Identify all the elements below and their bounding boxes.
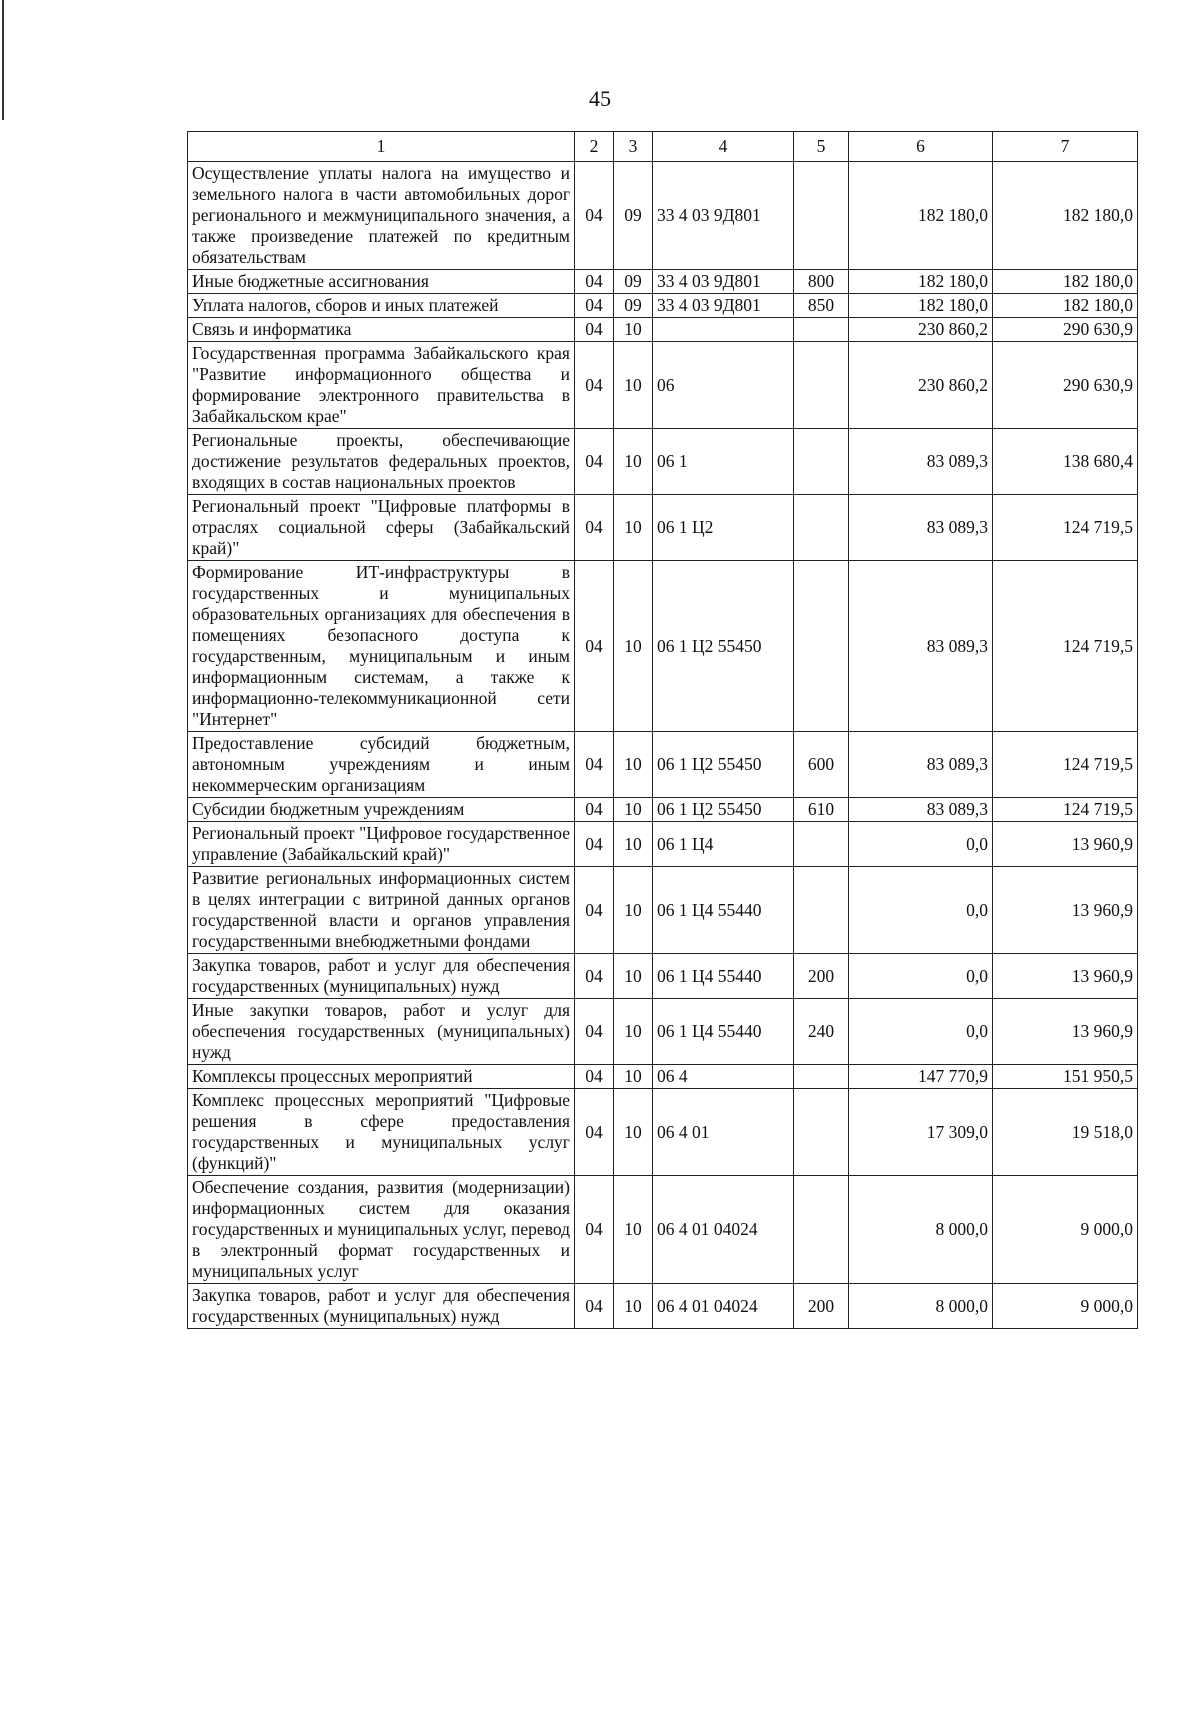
section-code-cell: 04 <box>575 294 614 318</box>
amount-year-2-cell: 151 950,5 <box>993 1065 1138 1089</box>
amount-year-2-cell: 124 719,5 <box>993 798 1138 822</box>
subsection-code-cell: 10 <box>614 318 653 342</box>
amount-year-2-cell: 290 630,9 <box>993 318 1138 342</box>
header-cell: 5 <box>794 132 849 162</box>
section-code-cell: 04 <box>575 495 614 561</box>
table-row <box>188 429 1138 495</box>
section-code-cell: 04 <box>575 561 614 732</box>
subsection-code-cell: 10 <box>614 495 653 561</box>
header-cell: 7 <box>993 132 1138 162</box>
amount-year-1-cell: 8 000,0 <box>849 1176 993 1284</box>
table-row <box>188 294 1138 318</box>
subsection-code-cell: 09 <box>614 270 653 294</box>
table-row <box>188 732 1138 798</box>
expense-type-cell <box>794 318 849 342</box>
amount-year-2-cell: 124 719,5 <box>993 561 1138 732</box>
expense-type-cell <box>794 162 849 270</box>
target-article-cell: 06 1 Ц4 55440 <box>653 867 794 954</box>
budget-table <box>187 131 1138 1329</box>
item-name-cell: Региональные проекты, обеспечивающие достижение результатов федеральных проектов, входящих в состав национальных проектов <box>188 429 575 495</box>
amount-year-1-cell: 83 089,3 <box>849 798 993 822</box>
target-article-cell: 06 1 Ц2 <box>653 495 794 561</box>
section-code-cell: 04 <box>575 342 614 429</box>
item-name-cell: Региональный проект "Цифровые платформы в отраслях социальной сферы (Забайкальский край)" <box>188 495 575 561</box>
table-row <box>188 270 1138 294</box>
target-article-cell: 06 4 <box>653 1065 794 1089</box>
target-article-cell: 06 1 Ц4 <box>653 822 794 867</box>
subsection-code-cell: 10 <box>614 867 653 954</box>
amount-year-1-cell: 0,0 <box>849 867 993 954</box>
expense-type-cell <box>794 1065 849 1089</box>
target-article-cell: 06 1 Ц4 55440 <box>653 999 794 1065</box>
table-row <box>188 318 1138 342</box>
table-row <box>188 1284 1138 1329</box>
item-name-cell: Осуществление уплаты налога на имущество и земельного налога в части автомобильных дорог регионального и межмуниципального значения, а также произведение платежей по кредитным обязательствам <box>188 162 575 270</box>
amount-year-1-cell: 230 860,2 <box>849 318 993 342</box>
amount-year-2-cell: 290 630,9 <box>993 342 1138 429</box>
subsection-code-cell: 10 <box>614 732 653 798</box>
section-code-cell: 04 <box>575 867 614 954</box>
subsection-code-cell: 09 <box>614 162 653 270</box>
amount-year-1-cell: 230 860,2 <box>849 342 993 429</box>
target-article-cell: 06 <box>653 342 794 429</box>
item-name-cell: Региональный проект "Цифровое государственное управление (Забайкальский край)" <box>188 822 575 867</box>
table-row <box>188 822 1138 867</box>
expense-type-cell: 200 <box>794 1284 849 1329</box>
amount-year-2-cell: 182 180,0 <box>993 270 1138 294</box>
section-code-cell: 04 <box>575 1176 614 1284</box>
section-code-cell: 04 <box>575 1089 614 1176</box>
amount-year-2-cell: 13 960,9 <box>993 954 1138 999</box>
amount-year-2-cell: 19 518,0 <box>993 1089 1138 1176</box>
amount-year-1-cell: 182 180,0 <box>849 294 993 318</box>
amount-year-1-cell: 182 180,0 <box>849 270 993 294</box>
target-article-cell: 06 4 01 04024 <box>653 1176 794 1284</box>
section-code-cell: 04 <box>575 1284 614 1329</box>
table-row <box>188 999 1138 1065</box>
item-name-cell: Связь и информатика <box>188 318 575 342</box>
expense-type-cell <box>794 1176 849 1284</box>
subsection-code-cell: 10 <box>614 822 653 867</box>
expense-type-cell <box>794 495 849 561</box>
amount-year-1-cell: 147 770,9 <box>849 1065 993 1089</box>
expense-type-cell <box>794 1089 849 1176</box>
subsection-code-cell: 10 <box>614 1284 653 1329</box>
item-name-cell: Обеспечение создания, развития (модернизации) информационных систем для оказания государственных и муниципальных услуг, перевод в электронный формат государственных и муниципальных услуг <box>188 1176 575 1284</box>
amount-year-2-cell: 124 719,5 <box>993 732 1138 798</box>
table-row <box>188 1176 1138 1284</box>
amount-year-2-cell: 13 960,9 <box>993 822 1138 867</box>
expense-type-cell <box>794 561 849 732</box>
item-name-cell: Развитие региональных информационных систем в целях интеграции с витриной данных органов государственной власти и органов управления государственными внебюджетными фондами <box>188 867 575 954</box>
table-row <box>188 1065 1138 1089</box>
amount-year-1-cell: 83 089,3 <box>849 732 993 798</box>
target-article-cell: 06 1 Ц2 55450 <box>653 798 794 822</box>
expense-type-cell <box>794 822 849 867</box>
amount-year-1-cell: 0,0 <box>849 822 993 867</box>
item-name-cell: Иные закупки товаров, работ и услуг для обеспечения государственных (муниципальных) нужд <box>188 999 575 1065</box>
table-row <box>188 495 1138 561</box>
section-code-cell: 04 <box>575 318 614 342</box>
section-code-cell: 04 <box>575 270 614 294</box>
table-row <box>188 561 1138 732</box>
amount-year-1-cell: 0,0 <box>849 999 993 1065</box>
subsection-code-cell: 10 <box>614 798 653 822</box>
target-article-cell <box>653 318 794 342</box>
item-name-cell: Предоставление субсидий бюджетным, автономным учреждениям и иным некоммерческим организациям <box>188 732 575 798</box>
item-name-cell: Уплата налогов, сборов и иных платежей <box>188 294 575 318</box>
amount-year-2-cell: 124 719,5 <box>993 495 1138 561</box>
target-article-cell: 06 4 01 04024 <box>653 1284 794 1329</box>
target-article-cell: 33 4 03 9Д801 <box>653 294 794 318</box>
target-article-cell: 06 4 01 <box>653 1089 794 1176</box>
amount-year-2-cell: 13 960,9 <box>993 867 1138 954</box>
subsection-code-cell: 10 <box>614 1089 653 1176</box>
target-article-cell: 06 1 Ц2 55450 <box>653 732 794 798</box>
header-cell: 2 <box>575 132 614 162</box>
section-code-cell: 04 <box>575 954 614 999</box>
amount-year-2-cell: 182 180,0 <box>993 294 1138 318</box>
section-code-cell: 04 <box>575 999 614 1065</box>
amount-year-1-cell: 17 309,0 <box>849 1089 993 1176</box>
amount-year-2-cell: 9 000,0 <box>993 1284 1138 1329</box>
amount-year-1-cell: 83 089,3 <box>849 561 993 732</box>
subsection-code-cell: 10 <box>614 561 653 732</box>
table-row <box>188 342 1138 429</box>
target-article-cell: 06 1 <box>653 429 794 495</box>
expense-type-cell: 850 <box>794 294 849 318</box>
expense-type-cell <box>794 342 849 429</box>
target-article-cell: 33 4 03 9Д801 <box>653 270 794 294</box>
header-cell: 1 <box>188 132 575 162</box>
amount-year-1-cell: 0,0 <box>849 954 993 999</box>
table-row <box>188 867 1138 954</box>
amount-year-2-cell: 9 000,0 <box>993 1176 1138 1284</box>
expense-type-cell <box>794 867 849 954</box>
subsection-code-cell: 10 <box>614 342 653 429</box>
subsection-code-cell: 10 <box>614 954 653 999</box>
section-code-cell: 04 <box>575 822 614 867</box>
item-name-cell: Комплекс процессных мероприятий "Цифровые решения в сфере предоставления государственных и муниципальных услуг (функций)" <box>188 1089 575 1176</box>
target-article-cell: 33 4 03 9Д801 <box>653 162 794 270</box>
subsection-code-cell: 10 <box>614 1065 653 1089</box>
section-code-cell: 04 <box>575 1065 614 1089</box>
amount-year-1-cell: 8 000,0 <box>849 1284 993 1329</box>
subsection-code-cell: 10 <box>614 999 653 1065</box>
item-name-cell: Комплексы процессных мероприятий <box>188 1065 575 1089</box>
table-row <box>188 954 1138 999</box>
target-article-cell: 06 1 Ц2 55450 <box>653 561 794 732</box>
expense-type-cell: 200 <box>794 954 849 999</box>
amount-year-1-cell: 83 089,3 <box>849 495 993 561</box>
amount-year-1-cell: 182 180,0 <box>849 162 993 270</box>
item-name-cell: Формирование ИТ-инфраструктуры в государственных и муниципальных образовательных организациях для обеспечения в помещениях безопасного доступа к государственным, муниципальным и иным информационным системам, а также к информационно-телекоммуникационной сети "Интернет" <box>188 561 575 732</box>
amount-year-2-cell: 182 180,0 <box>993 162 1138 270</box>
expense-type-cell: 800 <box>794 270 849 294</box>
section-code-cell: 04 <box>575 162 614 270</box>
subsection-code-cell: 10 <box>614 429 653 495</box>
table-row <box>188 1089 1138 1176</box>
item-name-cell: Закупка товаров, работ и услуг для обеспечения государственных (муниципальных) нужд <box>188 1284 575 1329</box>
page-number: 45 <box>589 86 611 111</box>
item-name-cell: Закупка товаров, работ и услуг для обеспечения государственных (муниципальных) нужд <box>188 954 575 999</box>
target-article-cell: 06 1 Ц4 55440 <box>653 954 794 999</box>
header-cell: 6 <box>849 132 993 162</box>
table-row <box>188 798 1138 822</box>
header-cell: 3 <box>614 132 653 162</box>
item-name-cell: Иные бюджетные ассигнования <box>188 270 575 294</box>
amount-year-1-cell: 83 089,3 <box>849 429 993 495</box>
header-row <box>188 132 1138 162</box>
item-name-cell: Государственная программа Забайкальского края "Развитие информационного общества и формирование электронного правительства в Забайкальском крае" <box>188 342 575 429</box>
expense-type-cell <box>794 429 849 495</box>
item-name-cell: Субсидии бюджетным учреждениям <box>188 798 575 822</box>
amount-year-2-cell: 13 960,9 <box>993 999 1138 1065</box>
expense-type-cell: 610 <box>794 798 849 822</box>
subsection-code-cell: 10 <box>614 1176 653 1284</box>
expense-type-cell: 240 <box>794 999 849 1065</box>
expense-type-cell: 600 <box>794 732 849 798</box>
header-cell: 4 <box>653 132 794 162</box>
section-code-cell: 04 <box>575 429 614 495</box>
subsection-code-cell: 09 <box>614 294 653 318</box>
section-code-cell: 04 <box>575 798 614 822</box>
table-row <box>188 162 1138 270</box>
amount-year-2-cell: 138 680,4 <box>993 429 1138 495</box>
section-code-cell: 04 <box>575 732 614 798</box>
